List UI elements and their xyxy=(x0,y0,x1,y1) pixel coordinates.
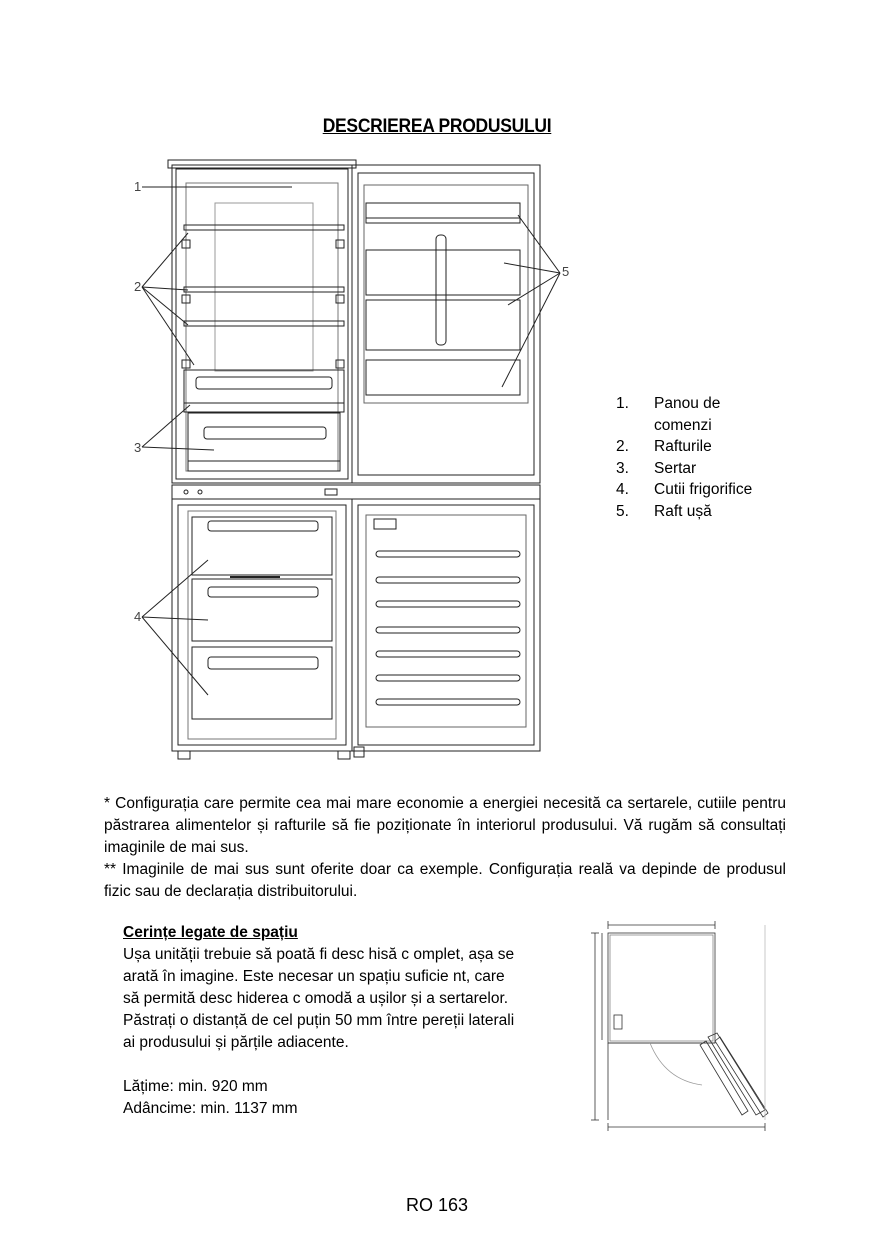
legend-label: Cutii frigorifice xyxy=(654,481,753,498)
legend-label: Raft ușă xyxy=(654,502,712,520)
legend-number: 4. xyxy=(616,481,629,498)
legend-label: Rafturile xyxy=(654,438,712,455)
legend-item xyxy=(616,501,774,523)
legend-item xyxy=(616,479,774,501)
legend-number: 2. xyxy=(616,438,629,455)
space-heading: Cerințe legate de spațiu xyxy=(123,924,298,941)
callout-1: 1 xyxy=(134,179,142,194)
example-note: ** Imaginile de mai sus sunt oferite doar ca exemple. Configurația reală va depinde de produsul fizic sau de declarația distribuitorului. xyxy=(104,861,786,900)
callout-4: 4 xyxy=(134,609,142,624)
callout-3: 3 xyxy=(134,440,142,455)
legend-number: 3. xyxy=(616,459,629,477)
page-title: DESCRIEREA PRODUSULUI xyxy=(322,116,552,137)
legend-number: 5. xyxy=(616,502,629,520)
parts-legend xyxy=(616,393,774,522)
callout-2: 2 xyxy=(134,279,142,294)
legend-number: 1. xyxy=(616,395,629,412)
space-requirements xyxy=(123,922,523,1120)
fridge-diagram xyxy=(120,155,570,770)
energy-note: * Configurația care permite cea mai mare economie a energiei necesită ca sertarele, cutiile pentru păstrarea alimentelor și rafturile să fie poziționate în interiorul produsului. Vă rugăm să consultați imaginile de mai sus. xyxy=(104,795,786,856)
legend-item xyxy=(616,393,774,436)
width-requirement: Lățime: min. 920 mm xyxy=(123,1078,268,1095)
legend-label: Sertar xyxy=(654,459,697,477)
space-body: Ușa unității trebuie să poată fi desc hisă c omplet, așa se arată în imagine. Este necesar un spațiu suficie nt, care să permită desc hiderea c omodă a ușilor și a sertarelor. Păstrați o distanță de cel puțin 50 mm între pereții laterali ai produsului și părțile adiacente. xyxy=(123,946,515,1051)
door-opening-plan xyxy=(580,915,775,1135)
depth-requirement: Adâncime: min. 1137 mm xyxy=(123,1100,298,1117)
legend-label: Panou de comenzi xyxy=(654,395,721,434)
callout-5: 5 xyxy=(562,264,570,279)
notes-section xyxy=(104,793,786,903)
page-number: RO 163 xyxy=(405,1195,469,1215)
legend-item xyxy=(616,458,774,480)
legend-item xyxy=(616,436,774,458)
